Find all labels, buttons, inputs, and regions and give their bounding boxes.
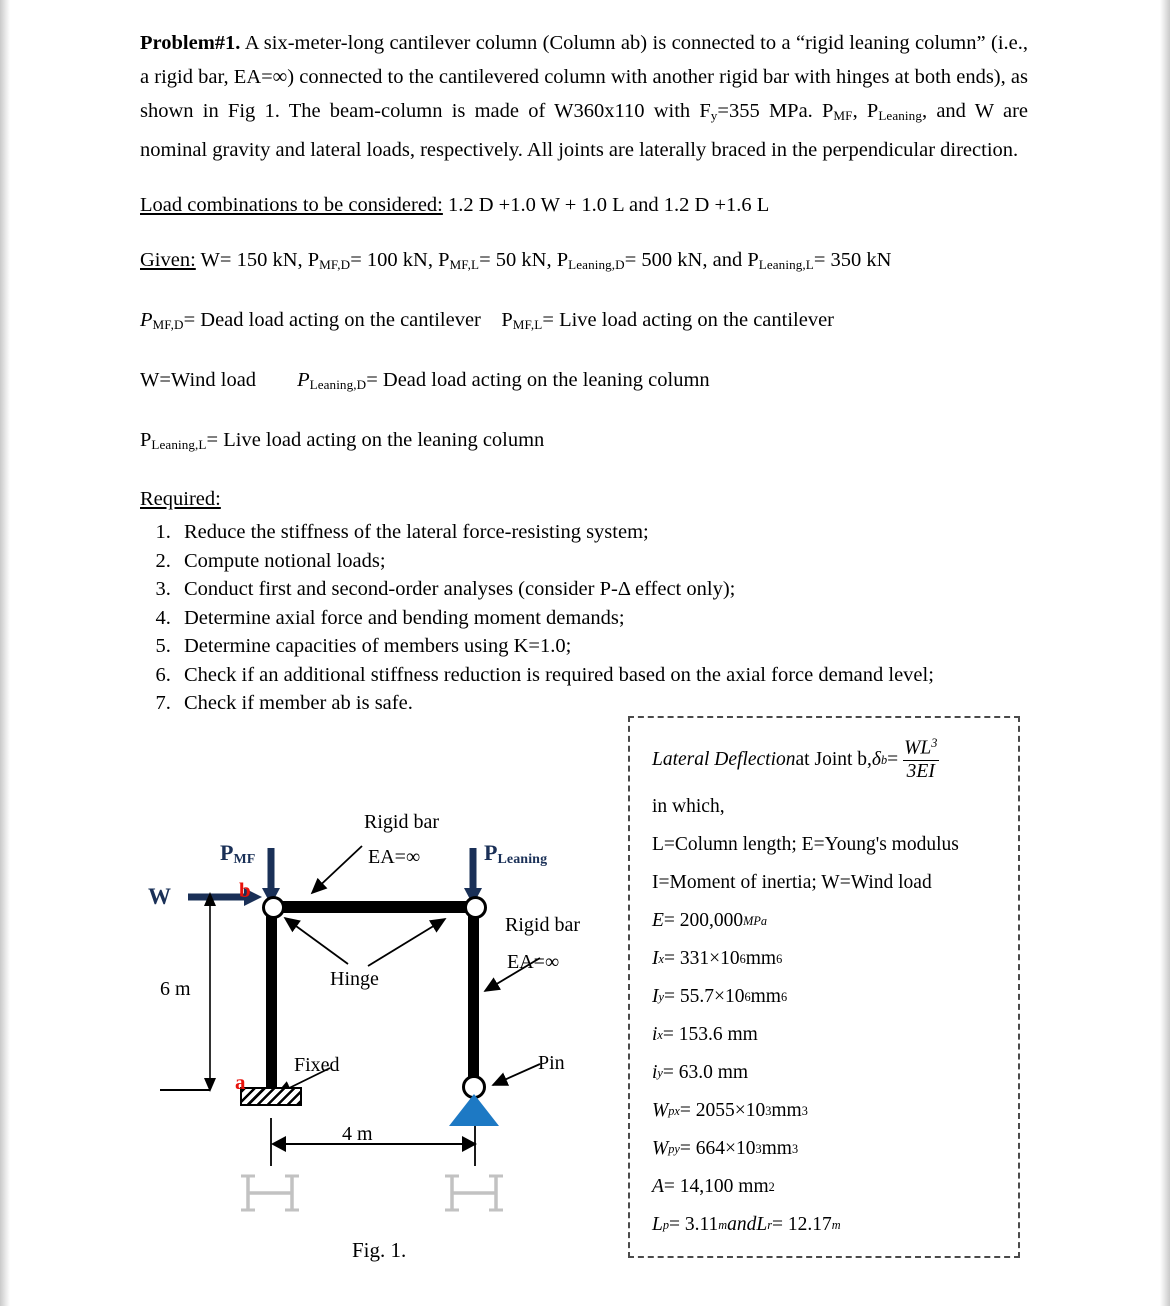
right-leaning-column-member — [468, 902, 479, 1082]
property-row-Wpy — [652, 1130, 1018, 1168]
property-exponent: MPa — [743, 913, 768, 928]
pin-label: Pin — [538, 1052, 565, 1074]
fraction-numerator — [900, 737, 941, 760]
w-load-label: W — [148, 884, 171, 909]
given-sub-3: Leaning,D — [568, 256, 625, 272]
problem-intro-text-3: , P — [852, 100, 879, 122]
property-symbol: I — [652, 948, 659, 970]
deflection-equals: = — [887, 749, 899, 771]
property-symbol: i — [652, 1062, 658, 1084]
property-exponent: 6 — [739, 951, 746, 966]
problem-intro-text-2: =355 MPa. P — [717, 100, 834, 122]
page-edge-left — [0, 0, 10, 1306]
property-row-Iy — [652, 978, 1018, 1016]
property-symbol: i — [652, 1024, 658, 1046]
pmf-symbol: P — [220, 840, 234, 865]
property-unit-exponent: 3 — [791, 1141, 799, 1156]
property-row-E — [652, 902, 1018, 940]
hinge-label: Hinge — [330, 968, 379, 990]
given-v2: = 100 kN, P — [350, 248, 450, 271]
delta-subscript: b — [880, 752, 888, 767]
property-value: = 664×10 — [679, 1138, 756, 1160]
rigid-bar-right-label: Rigid bar — [505, 914, 580, 936]
property-subscript: x — [657, 1027, 663, 1042]
property-row-Ix — [652, 940, 1018, 978]
rigid-bar-top-label: Rigid bar — [364, 811, 439, 833]
deflection-at-joint: at Joint b, — [795, 749, 872, 771]
problem-intro-text-4: , and W are nominal gravity and lateral loads, respectively. All joints are laterally braced in the perpendicular direction. — [140, 100, 1028, 161]
property-unit-exponent: 3 — [801, 1103, 808, 1118]
height-dimension-label: 6 m — [160, 978, 191, 1000]
pleaning-load-label — [484, 840, 547, 868]
pmfl-subscript: MF,L — [512, 316, 543, 332]
pmf-subscript: MF — [833, 107, 853, 123]
pleaning-subscript: Leaning — [878, 107, 922, 123]
definition-L-E-row: L=Column length; E=Young's modulus — [652, 834, 959, 856]
property-symbol: W — [652, 1100, 669, 1122]
property-value: = 331×10 — [663, 948, 740, 970]
pmf-label-subscript: MF — [233, 852, 256, 868]
property-exponent: 6 — [744, 989, 751, 1004]
lr-symbol: L — [756, 1214, 768, 1236]
property-unit: mm — [750, 986, 781, 1008]
given-sub-1: MF,D — [319, 256, 351, 272]
and-conjunction: and — [727, 1214, 757, 1236]
property-unit: mm — [761, 1138, 792, 1160]
property-value: = 200,000 — [663, 910, 744, 932]
fixed-support-base — [240, 1087, 302, 1106]
property-row-iy — [652, 1054, 1018, 1092]
list-item: 1. Reduce the stiffness of the lateral force-resisting system; — [176, 518, 1030, 547]
list-item: 4. Determine axial force and bending moment demands; — [176, 604, 1030, 633]
definition-pll — [140, 423, 1030, 462]
list-item: 7. Check if member ab is safe. — [176, 689, 1030, 718]
left-column-member — [266, 902, 277, 1090]
figure-caption: Fig. 1. — [352, 1238, 407, 1262]
property-subscript: y — [657, 1065, 663, 1080]
pll-text: = Live load acting on the leaning column — [206, 428, 545, 451]
list-item: 5. Determine capacities of members using K=1.0; — [176, 632, 1030, 661]
deflection-fraction — [900, 737, 941, 782]
pmfd-symbol: P — [140, 308, 153, 331]
property-symbol: I — [652, 986, 659, 1008]
pmfl-text: = Live load acting on the cantilever — [542, 308, 835, 331]
ea-infinity-right-label: EA=∞ — [507, 951, 560, 973]
problem-intro-text: A six-meter-long cantilever column (Column ab) is connected to a “rigid leaning column” (i.e., a rigid bar, EA=∞) connected to the cantilevered column with another rigid bar with hinges at both ends), as shown in Fig 1. The beam-column is made of W360x110 with F — [140, 32, 1028, 122]
ea-infinity-top-label: EA=∞ — [368, 846, 421, 868]
property-symbol: A — [652, 1176, 664, 1198]
property-unit: mm — [745, 948, 777, 970]
span-dimension-label: 4 m — [342, 1123, 373, 1145]
rigid-bar-top-leader — [312, 846, 362, 893]
figure-vector-layer — [140, 806, 620, 1276]
given-line — [140, 243, 1030, 282]
property-row-Wpx — [652, 1092, 1018, 1130]
property-value: = 14,100 mm — [663, 1176, 769, 1198]
property-subscript: y — [658, 989, 664, 1004]
property-value: = 63.0 mm — [662, 1062, 749, 1084]
given-v1: W= 150 kN, P — [195, 248, 320, 271]
given-v3: = 50 kN, P — [479, 248, 569, 271]
required-heading — [140, 482, 1030, 516]
fraction-numerator-exponent: 3 — [931, 736, 938, 751]
lp-subscript: p — [662, 1217, 669, 1232]
pin-leader — [493, 1064, 540, 1085]
given-v5: = 350 kN — [813, 248, 892, 271]
pmfd-text: = Dead load acting on the cantilever — [183, 308, 481, 331]
pleaning-label-subscript: Leaning — [497, 852, 548, 868]
property-row-A — [652, 1168, 1018, 1206]
required-list — [140, 518, 1030, 718]
span-dimension — [271, 1118, 477, 1166]
pleaning-symbol: P — [484, 840, 498, 865]
property-unit: mm — [771, 1100, 802, 1122]
ibeam-icon-right — [445, 1176, 503, 1210]
list-item: 3. Conduct first and second-order analyses (consider P-Δ effect only); — [176, 575, 1030, 604]
fy-subscript: y — [710, 107, 718, 123]
delta-symbol: δ — [871, 749, 881, 771]
fraction-numerator-text: WL — [904, 737, 932, 759]
pmfd-subscript: MF,D — [152, 316, 184, 332]
property-subscript: py — [668, 1141, 680, 1156]
problem-label: Problem#1. — [140, 32, 241, 54]
property-unit-exponent: 6 — [776, 951, 783, 966]
pin-support-triangle — [449, 1094, 499, 1126]
w-definition: W=Wind load — [140, 368, 257, 391]
lp-symbol: L — [652, 1214, 663, 1236]
w-load-arrow — [188, 888, 262, 906]
definition-I-W-row: I=Moment of inertia; W=Wind load — [652, 872, 932, 894]
figure-1 — [140, 806, 620, 1276]
property-value: = 55.7×10 — [663, 986, 745, 1008]
property-value: = 153.6 mm — [662, 1024, 758, 1046]
pmfl-symbol: P — [501, 308, 513, 331]
list-item: 2. Compute notional loads; — [176, 547, 1030, 576]
property-symbol: W — [652, 1138, 669, 1160]
hinge-top-right — [464, 896, 487, 919]
deflection-title: Lateral Deflection — [652, 749, 796, 771]
fixed-label: Fixed — [294, 1054, 340, 1076]
lp-unit: m — [718, 1217, 728, 1232]
page-edge-right — [1160, 0, 1170, 1306]
lp-value: = 3.11 — [669, 1214, 719, 1236]
fraction-denominator: 3EI — [903, 760, 939, 782]
property-exponent: 3 — [755, 1141, 762, 1156]
load-combinations-value: 1.2 D +1.0 W + 1.0 L and 1.2 D +1.6 L — [442, 193, 770, 216]
pld-subscript: Leaning,D — [309, 376, 367, 392]
ibeam-icon-left — [241, 1176, 299, 1210]
property-row-Lp-Lr — [652, 1206, 1018, 1244]
property-value: = 2055×10 — [679, 1100, 766, 1122]
lr-unit: m — [831, 1217, 841, 1232]
lr-value: = 12.17 — [772, 1214, 832, 1236]
property-row-ix — [652, 1016, 1018, 1054]
property-subscript: x — [658, 951, 664, 966]
load-combinations-line — [140, 188, 1030, 222]
deflection-formula-row — [652, 732, 1018, 788]
property-symbol: E — [652, 910, 664, 932]
given-sub-2: MF,L — [449, 256, 480, 272]
lr-subscript: r — [767, 1217, 773, 1232]
top-rigid-bar-member — [272, 901, 472, 913]
property-exponent: 3 — [765, 1103, 772, 1118]
definition-pmfd-pmfl — [140, 303, 1030, 342]
hinge-leaders — [285, 918, 445, 966]
document-body — [140, 26, 1030, 718]
pld-symbol: P — [297, 368, 310, 391]
list-item: 6. Check if an additional stiffness reduction is required based on the axial force demand level; — [176, 661, 1030, 690]
property-unit-exponent: 2 — [768, 1179, 775, 1194]
hinge-top-left — [262, 896, 285, 919]
pll-symbol: P — [140, 428, 152, 451]
property-unit-exponent: 6 — [780, 989, 788, 1004]
load-combinations-label: Load combinations to be considered: — [140, 193, 443, 216]
given-sub-4: Leaning,L — [758, 256, 814, 272]
required-label: Required: — [140, 488, 221, 511]
pld-text: = Dead load acting on the leaning column — [366, 368, 710, 391]
given-label: Given: — [140, 248, 196, 271]
pmf-load-label — [220, 840, 255, 868]
property-subscript: px — [668, 1103, 680, 1118]
given-v4: = 500 kN, and P — [624, 248, 759, 271]
pll-subscript: Leaning,L — [151, 436, 207, 452]
definition-w-pld — [140, 363, 1030, 402]
in-which-row: in which, — [652, 796, 725, 818]
node-a-label: a — [235, 1070, 246, 1094]
properties-box — [628, 716, 1020, 1258]
node-b-label: b — [239, 878, 251, 902]
problem-statement — [140, 26, 1028, 167]
